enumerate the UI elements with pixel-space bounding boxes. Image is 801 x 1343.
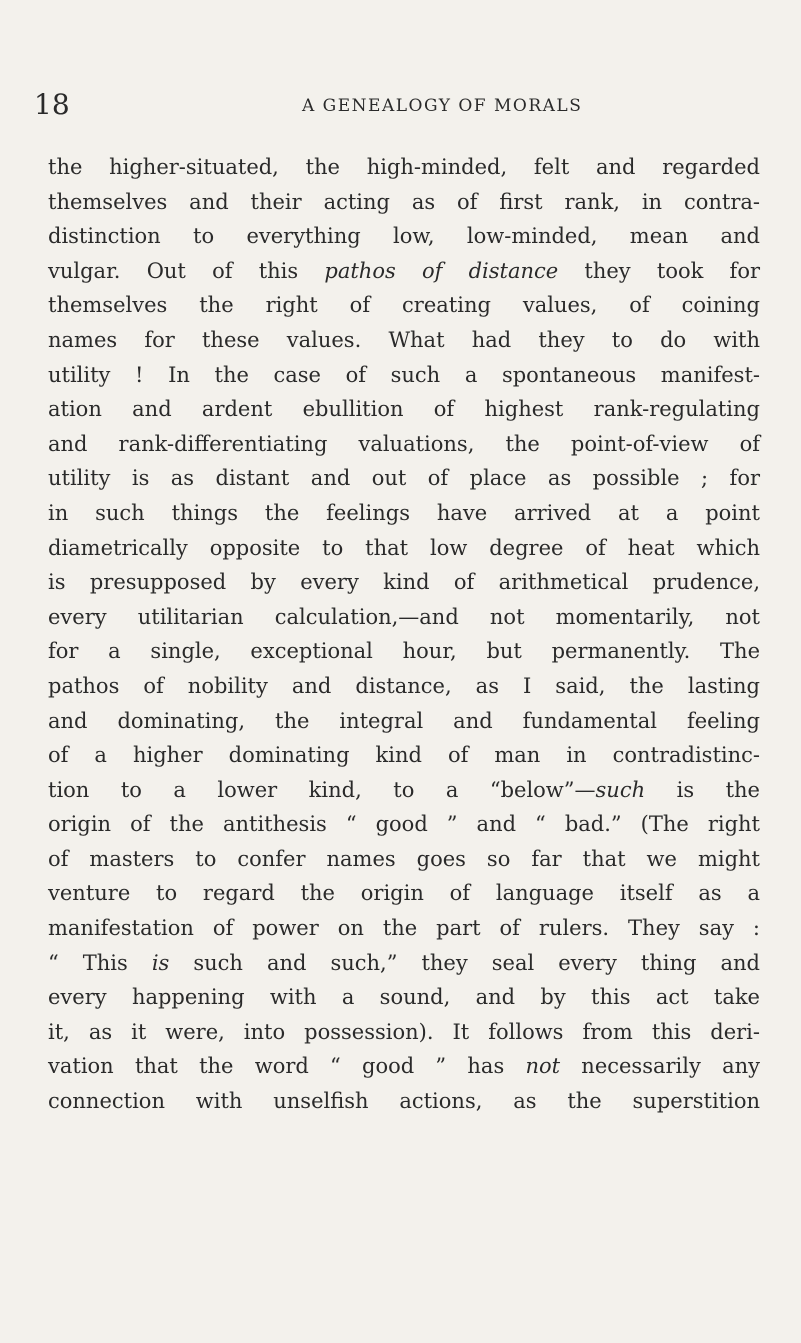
text-segment: origin of the antithesis “ good ” and “ bad.” (The right (48, 812, 760, 837)
text-line (48, 669, 760, 704)
text-segment: vation that the word “ good ” has (48, 1054, 526, 1079)
text-segment: utility ! In the case of such a spontaneous manifest- (48, 362, 760, 387)
text-line (48, 150, 760, 185)
text-line (48, 1049, 760, 1084)
text-line (48, 980, 760, 1015)
text-line (48, 876, 760, 911)
text-line (48, 219, 760, 254)
text-segment: such and such,” they seal every thing and (169, 950, 760, 975)
italic-text: not (525, 1054, 561, 1079)
text-line (48, 358, 760, 393)
text-line (48, 565, 760, 600)
text-line (48, 496, 760, 531)
text-segment: distinction to everything low, low-minded, mean and (48, 224, 760, 249)
text-line (48, 807, 760, 842)
text-segment: utility is as distant and out of place as possible ; for (48, 466, 760, 491)
text-segment: is presupposed by every kind of arithmetical prudence, (48, 570, 760, 595)
text-segment: names for these values. What had they to do with (48, 327, 760, 352)
running-title: A GENEALOGY OF MORALS (302, 96, 583, 116)
italic-text: pathos of distance (324, 258, 559, 283)
text-line (48, 461, 760, 496)
text-segment: themselves the right of creating values, of coining (48, 293, 760, 318)
page-number: 18 (34, 88, 70, 121)
text-line (48, 600, 760, 635)
text-line (48, 1084, 760, 1119)
text-line (48, 288, 760, 323)
text-segment: “ This (48, 950, 152, 975)
text-segment: every happening with a sound, and by this act take (48, 985, 760, 1010)
page-header (0, 90, 801, 120)
body-text (48, 150, 788, 1119)
text-segment: it, as it were, into possession). It follows from this deri- (48, 1019, 760, 1044)
text-segment: pathos of nobility and distance, as I said, the lasting (48, 673, 760, 698)
text-segment: they took for (558, 258, 761, 283)
text-segment: connection with unselfish actions, as the superstition (48, 1089, 760, 1114)
text-line (48, 1015, 760, 1050)
text-segment: ation and ardent ebullition of highest rank-regulating (48, 397, 760, 422)
text-line (48, 323, 760, 358)
text-line (48, 773, 760, 808)
text-segment: and dominating, the integral and fundamental feeling (48, 708, 760, 733)
text-line (48, 842, 760, 877)
text-segment: manifestation of power on the part of rulers. They say : (48, 916, 760, 941)
text-segment: necessarily any (560, 1054, 760, 1079)
text-segment: themselves and their acting as of first rank, in contra- (48, 189, 760, 214)
text-line (48, 185, 760, 220)
text-segment: every utilitarian calculation,—and not momentarily, not (48, 604, 760, 629)
text-segment: and rank-differentiating valuations, the point-of-view of (48, 431, 760, 456)
text-line (48, 427, 760, 462)
text-line (48, 634, 760, 669)
text-segment: the higher-situated, the high-minded, felt and regarded (48, 155, 760, 179)
text-line (48, 738, 760, 773)
text-line (48, 392, 760, 427)
text-segment: of a higher dominating kind of man in contradistinc- (48, 743, 760, 768)
text-line (48, 531, 760, 566)
text-segment: venture to regard the origin of language itself as a (48, 881, 760, 906)
italic-text: such (595, 777, 646, 802)
text-segment: for a single, exceptional hour, but permanently. The (48, 639, 760, 664)
text-segment: in such things the feelings have arrived at a point (48, 500, 760, 525)
text-segment: tion to a lower kind, to a “below”— (48, 777, 596, 802)
text-segment: is the (645, 777, 760, 802)
italic-text: is (151, 950, 170, 975)
text-line (48, 254, 760, 289)
text-segment: vulgar. Out of this (48, 258, 325, 283)
text-segment: diametrically opposite to that low degree of heat which (48, 535, 760, 560)
text-segment: of masters to confer names goes so far that we might (48, 846, 760, 871)
text-line (48, 946, 760, 981)
text-line (48, 911, 760, 946)
text-line (48, 704, 760, 739)
